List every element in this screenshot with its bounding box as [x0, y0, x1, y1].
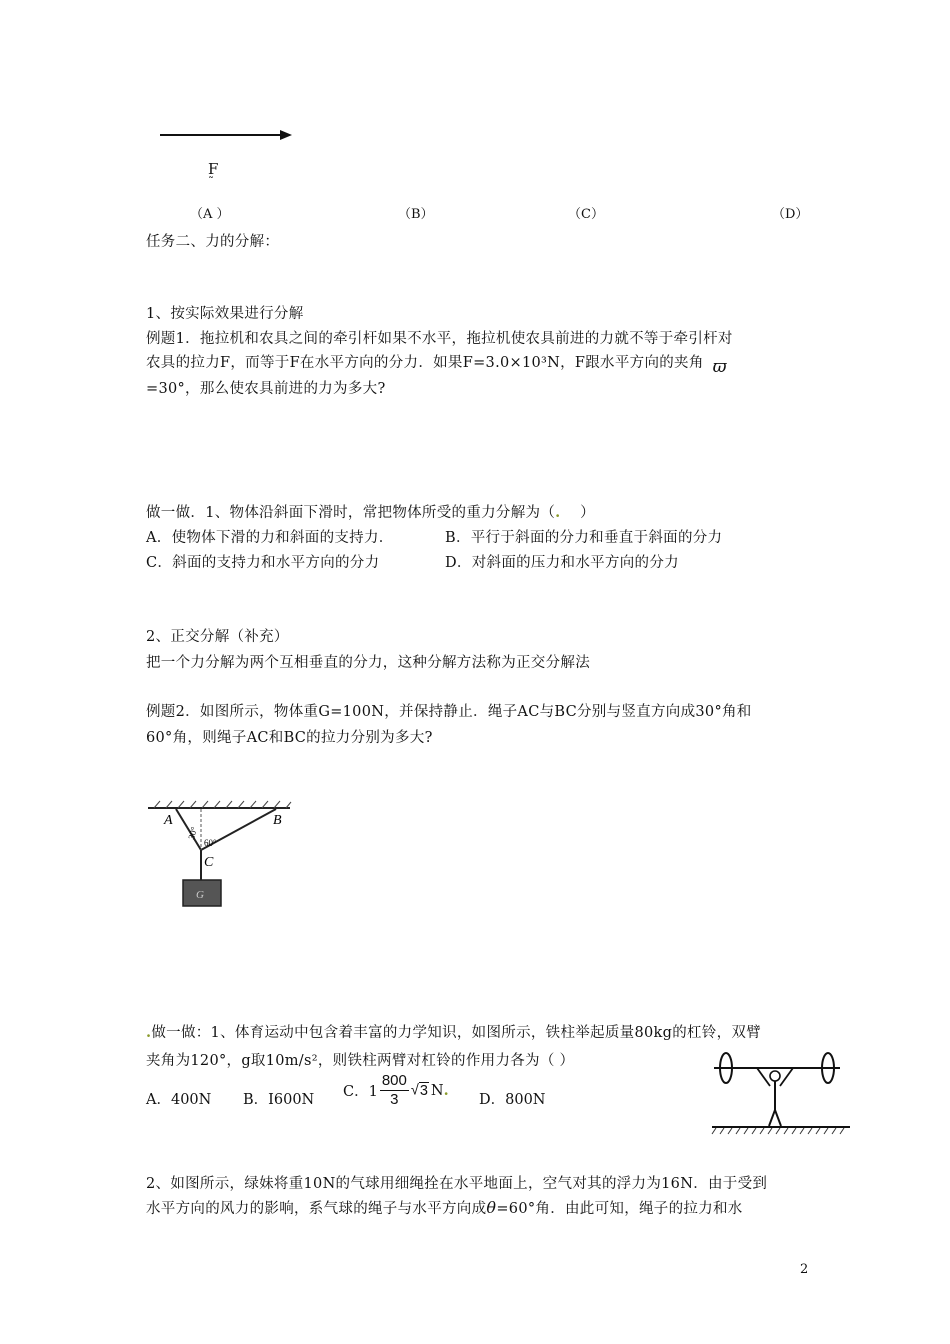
practice1-question-end: ）: [560, 505, 595, 521]
option-c-numerator: 800: [381, 1072, 407, 1089]
label-b: B: [273, 813, 282, 828]
practice2-line1-text: 做一做：1、体育运动中包含着丰富的力学知识，如图所示，铁柱举起质量80kg的杠铃，双臂: [151, 1025, 761, 1041]
option-c-label: （C）: [568, 207, 604, 222]
practice1-question: 做一做．1、物体沿斜面下滑时，常把物体所受的重力分解为（. ）: [146, 504, 595, 521]
option-d-label: （D）: [772, 207, 809, 222]
example1-line2: [146, 351, 727, 377]
theta-symbol: θ: [486, 1198, 497, 1217]
option-c-sqrt: √3: [410, 1082, 428, 1099]
practice1-option-a: A．使物体下滑的力和斜面的支持力．: [146, 530, 394, 546]
section1-heading: 1、按实际效果进行分解: [146, 306, 304, 322]
angle-symbol: ϖ: [712, 357, 727, 377]
option-b-label: （B）: [398, 207, 434, 222]
practice2-option-a: A．400N: [146, 1092, 212, 1108]
practice2-option-c: C．1 $\frac{800}{3}$ √3 N.: [343, 1072, 449, 1108]
example1-line2-start: 农具: [146, 355, 176, 371]
page-number: 2: [800, 1262, 809, 1277]
force-label: F: [208, 160, 219, 178]
practice1-option-b: B．平行于斜面的分力和垂直于斜面的分力: [445, 530, 723, 546]
practice2-option-d: D．800N: [479, 1092, 546, 1108]
problem2-line2-end: =60°角．由此可知，绳子的拉力和水: [496, 1201, 743, 1217]
angle-60-label: 60°: [204, 838, 217, 848]
problem2-line2-start: 水平方向的风力的影响，系气球的绳子与水平方向成: [146, 1201, 487, 1217]
example1-line2-rest: 的拉力F，而等于F在水平方向的分力．如果F=3.0×10³N，F跟水平方向的夹角: [175, 355, 704, 371]
practice2-line2: 夹角为120°，g取10m/s²，则铁柱两臂对杠铃的作用力各为（ ）: [146, 1053, 575, 1069]
example1-line1: 例题1．拖拉机和农具之间的牵引杆如果不水平，拖拉机使农具前进的力就不等于牵引杆对: [146, 331, 733, 347]
example2-line1: 例题2．如图所示，物体重G=100N，并保持静止．绳子AC与BC分别与竖直方向成30°角和: [146, 704, 752, 720]
practice2-line1: .做一做：1、体育运动中包含着丰富的力学知识，如图所示，铁柱举起质量80kg的杠铃，双臂: [146, 1024, 761, 1041]
weight-label: G: [196, 889, 204, 901]
rope-tension-figure: [146, 800, 294, 915]
option-c-denominator: 3: [390, 1091, 399, 1108]
definition-rest: 个力分解为两个互相垂直的分力，这种分解方法称为正交分解法: [175, 655, 591, 671]
option-c-fraction: [380, 1072, 409, 1109]
force-label-mark: ˜: [208, 175, 214, 189]
option-a-label: （A ）: [190, 207, 230, 222]
practice1-option-d: D．对斜面的压力和水平方向的分力: [445, 555, 679, 571]
option-c-unit: N: [430, 1082, 444, 1099]
angle-30-label: 30°: [186, 825, 200, 841]
option-c-prefix: C．1: [343, 1084, 378, 1100]
example1-line3: =30°，那么使农具前进的力为多大?: [146, 381, 386, 397]
task2-title: 任务二、力的分解：: [146, 234, 280, 250]
practice1-option-c: C．斜面的支持力和水平方向的分力: [146, 555, 380, 571]
example2-line2: 60°角，则绳子AC和BC的拉力分别为多大?: [146, 730, 433, 746]
practice2-option-b: B．I600N: [243, 1092, 315, 1108]
orthogonal-definition: [146, 651, 590, 672]
problem2-line2: [146, 1197, 743, 1218]
label-c: C: [204, 855, 214, 870]
weightlifter-figure: [710, 1044, 852, 1136]
definition-start: 把一: [146, 655, 176, 671]
force-arrow-figure: [150, 124, 300, 146]
section2-heading: 2、正交分解（补充）: [146, 629, 289, 645]
label-a: A: [164, 813, 173, 828]
practice1-question-start: 做一做．1、物体沿斜面下滑时，常把物体所受的重力分解为（: [146, 505, 556, 521]
problem2-line1: 2、如图所示，绿妹将重10N的气球用细绳拴在水平地面上，空气对其的浮力为16N．由于受到: [146, 1176, 768, 1192]
